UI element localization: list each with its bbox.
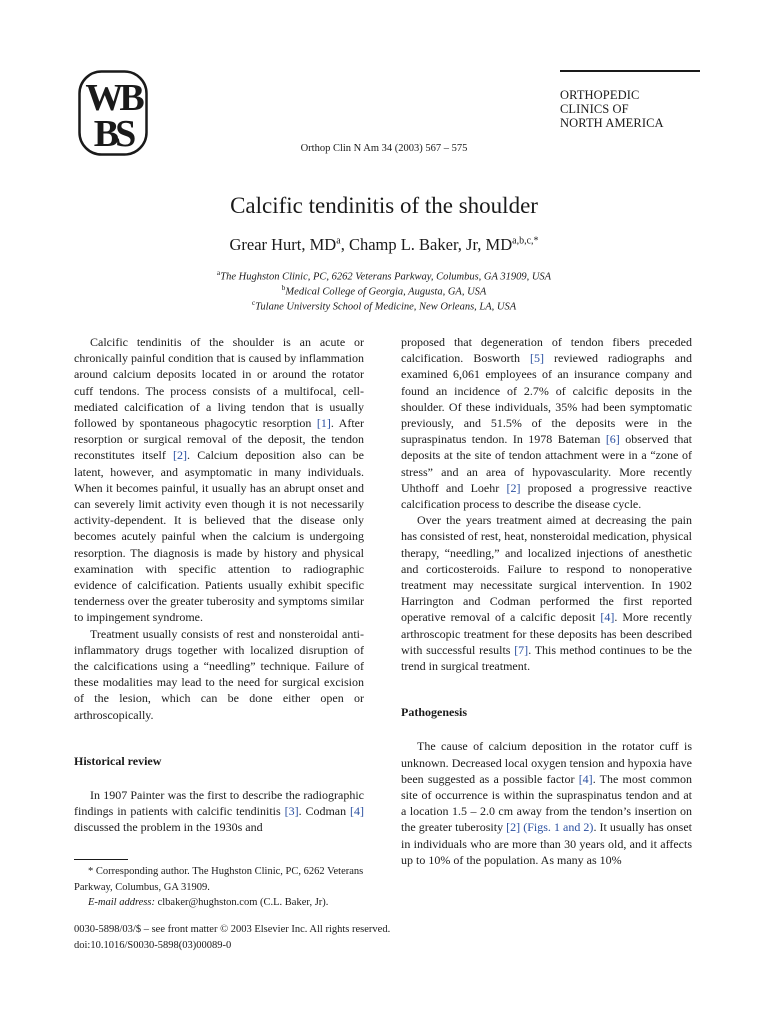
- email-label: E-mail address:: [88, 897, 155, 908]
- affiliation-text: Medical College of Georgia, Augusta, GA, USA: [285, 286, 487, 298]
- affiliation-mark: a: [216, 268, 221, 277]
- left-column: [74, 334, 364, 836]
- author-name: Grear Hurt, MD: [229, 235, 337, 254]
- paragraph: Treatment usually consists of rest and nonsteroidal anti-inflammatory drugs together with localized disruption of the calcifications using a “needling” technique. Failure of these modalities may lead to the need for surgical excision of the lesion, which can be done either open or arthroscopically.: [74, 626, 364, 722]
- affiliation: [0, 298, 768, 313]
- section-heading-pathogenesis: Pathogenesis: [401, 705, 467, 720]
- reference-link[interactable]: [7]: [514, 642, 529, 657]
- reference-link[interactable]: [3]: [284, 804, 299, 819]
- copyright-line: 0030-5898/03/$ – see front matter © 2003 Elsevier Inc. All rights reserved.: [74, 924, 391, 935]
- journal-line-2: CLINICS OF: [560, 102, 629, 116]
- affiliation-text: The Hughston Clinic, PC, 6262 Veterans Parkway, Columbus, GA 31909, USA: [220, 271, 552, 283]
- reference-link[interactable]: [4]: [578, 771, 593, 786]
- footnotes: [74, 864, 366, 911]
- affiliation: [0, 283, 768, 298]
- author-name: Champ L. Baker, Jr, MD: [348, 235, 513, 254]
- right-column: [401, 334, 692, 868]
- reference-link[interactable]: [5]: [530, 351, 544, 366]
- author-separator: ,: [340, 235, 349, 254]
- footnote-divider: [74, 859, 128, 860]
- logo-letters-top: WB: [85, 77, 141, 119]
- paragraph: Calcific tendinitis of the shoulder is an acute or chronically painful condition that is caused by inflammation around calcium deposits located in or around the rotator cuff tendons. The process consists of a multifocal, cell-mediated calcification of a living tendon that is usually followed by spontaneous phagocytic resorption [1]. After resorption or surgical removal of the deposit, the tendon reconstitutes itself [2]. Calcium deposition also can be latent, however, and asymptomatic in many individuals. When it becomes painful, it usually has an abrupt onset and can severely limit activity even though it is not necessarily activity-dependent. It is believed that the disease only becomes acutely painful when the calcium is undergoing resorption. The diagnosis is made by history and physical examination with specific attention to radiographic evidence of calcification. Patients usually exhibit specific tenderness over the greater tuberosity and symptoms similar to impingement syndrome.: [74, 335, 364, 625]
- author-affiliation-mark: a,b,c,*: [512, 235, 539, 247]
- journal-line-3: NORTH AMERICA: [560, 116, 664, 130]
- journal-name: [560, 70, 700, 130]
- paragraph: proposed that degeneration of tendon fibers preceded calcification. Bosworth [5] reviewed radiographs and examined 6,061 employees of an insurance company and found an incidence of 2.7% of calcific deposits in the shoulder. Of these individuals, 35% had been symptomatic previously, and 51.5% of the deposits were in the supraspinatus tendon. In 1978 Bateman [6] observed that deposits at the site of tendon attachment were in a “zone of stress” and an area of hypovascularity. More recently Uhthoff and Loehr [2] proposed a progressive reactive calcification process to describe the disease cycle.: [401, 335, 692, 512]
- author-affiliation-mark: a: [336, 235, 341, 247]
- paragraph: Over the years treatment aimed at decreasing the pain has consisted of rest, heat, nonsteroidal medication, physical therapy, “needling,” and localized injections of anesthetic and corticosteroids. Failure to respond to nonoperative treatment may necessitate surgical intervention. In 1902 Harrington and Codman performed the first reported operative removal of a calcific deposit [4]. More recently arthroscopic treatment for these deposits has been described with successful results [7]. This method continues to be the trend in surgical treatment.: [401, 513, 693, 674]
- author-list: [0, 235, 768, 255]
- section-heading-historical-review: Historical review: [74, 753, 162, 768]
- affiliation-text: Tulane University School of Medicine, New Orleans, LA, USA: [255, 301, 517, 313]
- reference-link[interactable]: [1]: [316, 416, 331, 431]
- reference-link[interactable]: [6]: [605, 432, 620, 447]
- reference-link[interactable]: [4]: [600, 610, 615, 625]
- corresponding-author-footnote: * Corresponding author. The Hughston Clinic, PC, 6262 Veterans Parkway, Columbus, GA 31909.: [74, 866, 364, 893]
- journal-line-1: ORTHOPEDIC: [560, 88, 640, 102]
- logo-letters-bottom: BS: [93, 113, 133, 155]
- reference-link[interactable]: [2]: [506, 820, 521, 835]
- copyright-block: [74, 922, 390, 953]
- reference-link[interactable]: [2]: [173, 448, 188, 463]
- figure-link[interactable]: (Figs. 1 and 2): [523, 820, 594, 835]
- citation: Orthop Clin N Am 34 (2003) 567 – 575: [300, 143, 468, 154]
- paragraph: The cause of calcium deposition in the rotator cuff is unknown. Decreased local oxygen tension and hypoxia have been suggested as a possible factor [4]. The most common site of occurrence is within the supraspinatus tendon and at a location 1.5 – 2.0 cm away from the tendon’s insertion on the greater tuberosity [2] (Figs. 1 and 2). It usually has onset in individuals who are more than 30 years old, and it affects up to 10% of the population. As many as 10%: [401, 739, 693, 867]
- paragraph: In 1907 Painter was the first to describe the radiographic findings in patients with calcific tendinitis [3]. Codman [4] discussed the problem in the 1930s and: [74, 788, 364, 835]
- article-title: Calcific tendinitis of the shoulder: [230, 193, 538, 218]
- doi-line: doi:10.1016/S0030-5898(03)00089-0: [74, 939, 232, 951]
- affiliation-mark: b: [281, 283, 286, 292]
- affiliation: [0, 268, 768, 283]
- reference-link[interactable]: [2]: [506, 480, 521, 495]
- reference-link[interactable]: [4]: [350, 804, 364, 819]
- affiliation-mark: c: [251, 298, 256, 307]
- email-address[interactable]: clbaker@hughston.com (C.L. Baker, Jr).: [154, 897, 329, 908]
- email-footnote: [74, 895, 366, 911]
